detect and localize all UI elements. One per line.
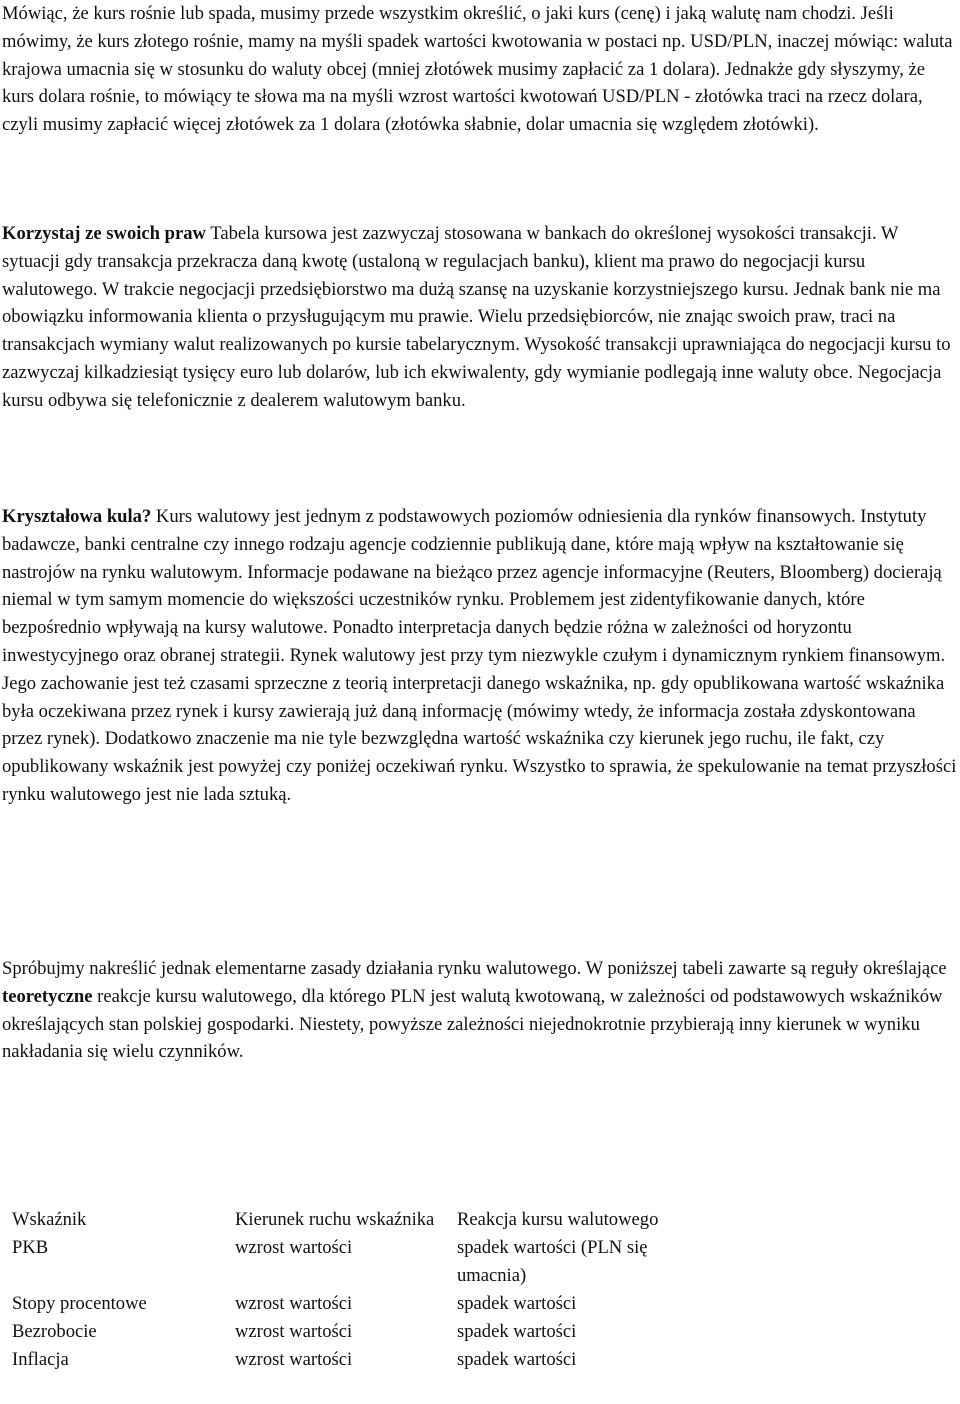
paragraph-heading-crystal-ball: Kryształowa kula? xyxy=(2,506,152,527)
table-cell: Bezrobocie xyxy=(12,1321,97,1342)
table-cell: wzrost wartości xyxy=(235,1293,353,1314)
emphasis-theoretical: teoretyczne xyxy=(2,985,93,1007)
table-row xyxy=(6,1290,673,1318)
table-row xyxy=(6,1346,673,1374)
table-cell: Stopy procentowe xyxy=(12,1293,147,1314)
table-row xyxy=(6,1318,673,1346)
paragraph-heading-rights: Korzystaj ze swoich praw xyxy=(2,223,206,244)
table-cell: PKB xyxy=(12,1237,49,1258)
table-header-row xyxy=(6,1206,673,1234)
paragraph-text: reakcje kursu walutowego, dla którego PLN jest walutą kwotowaną, w zależności od podstawowych wskaźników określających stan polskiej gospodarki. Niestety, powyższe zależności niejednokrotnie przybierają inny kierunek w wyniku nakładania się wielu czynników. xyxy=(2,985,943,1063)
table-cell: spadek wartości xyxy=(457,1293,577,1314)
paragraph-text: Spróbujmy nakreślić jednak elementarne zasady działania rynku walutowego. W poniższej tabeli zawarte są reguły określające xyxy=(2,958,947,979)
paragraph-know-your-rights xyxy=(2,220,960,415)
paragraph-text: Tabela kursowa jest zazwyczaj stosowana w bankach do określonej wysokości transakcji. W sytuacji gdy transakcja przekracza daną kwotę (ustaloną w regulacjach banku), klient ma prawo do negocjacji kursu walutowego. W trakcie negocjacji przedsiębiorstwo ma dużą szansę na uzyskanie korzystniejszego kursu. Jednak bank nie ma obowiązku informowania klienta o przysługującym mu prawie. Wielu przedsiębiorców, nie znając swoich praw, traci na transakcjach wymiany walut realizowanych po kursie tabelarycznym. Wysokość transakcji uprawniająca do negocjacji kursu to zazwyczaj kilkadziesiąt tysięcy euro lub dolarów, lub ich ekwiwalenty, gdy wymianie podlegają inne waluty obce. Negocjacja kursu odbywa się telefonicznie z dealerem walutowym banku. xyxy=(2,223,951,411)
paragraph-crystal-ball xyxy=(2,503,960,809)
paragraph-text: Mówiąc, że kurs rośnie lub spada, musimy przede wszystkim określić, o jaki kurs (cenę) i jaką walutę nam chodzi. Jeśli mówimy, że kurs złotego rośnie, mamy na myśli spadek wartości kwotowania w postaci np. USD/PLN, inaczej mówiąc: waluta krajowa umacnia się w stosunku do waluty obcej (mniej złotówek musimy zapłacić za 1 dolara). Jednakże gdy słyszymy, że kurs dolara rośnie, to mówiący te słowa ma na myśli wzrost wartości kwotowań USD/PLN - złotówka traci na rzecz dolara, czyli musimy zapłacić więcej złotówek za 1 dolara (złotówka słabnie, dolar umacnia się względem złotówki). xyxy=(2,3,953,136)
paragraph-text: Kurs walutowy jest jednym z podstawowych poziomów odniesienia dla rynków finansowych. Instytuty badawcze, banki centralne czy innego rodzaju agencje codziennie publikują dane, które mają wpływ na kształtowanie się nastrojów na rynku walutowym. Informacje podawane na bieżąco przez agencje informacyjne (Reuters, Bloomberg) docierają niemal w tym samym momencie do większości uczestników rynku. Problemem jest zidentyfikowanie danych, które bezpośrednio wpływają na kursy walutowe. Ponadto interpretacja danych będzie różna w zależności od horyzontu inwestycyjnego oraz obranej strategii. Rynek walutowy jest przy tym niezwykle czułym i dynamicznym rynkiem finansowym. Jego zachowanie jest też czasami sprzeczne z teorią interpretacji danego wskaźnika, np. gdy opublikowana wartość wskaźnika była oczekiwana przez rynek i kursy zawierają już daną informację (mówimy wtedy, że informacja została zdyskontowana przez rynek). Dodatkowo znaczenie ma nie tyle bezwzględna wartość wskaźnika czy kierunek jego ruchu, ile fakt, czy opublikowany wskaźnik jest powyżej czy poniżej oczekiwań rynku. Wszystko to sprawia, że spekulowanie na temat przyszłości rynku walutowego jest nie lada sztuką. xyxy=(2,506,957,805)
table-row xyxy=(6,1234,673,1290)
table-cell: spadek wartości xyxy=(457,1349,577,1370)
paragraph-market-rules xyxy=(2,955,960,1066)
table-cell: spadek wartości xyxy=(457,1321,577,1342)
indicators-table xyxy=(6,1206,673,1374)
table-cell: wzrost wartości xyxy=(235,1237,353,1258)
table-cell: Inflacja xyxy=(12,1349,69,1370)
table-header-cell: Kierunek ruchu wskaźnika xyxy=(235,1209,435,1230)
table-cell: wzrost wartości xyxy=(235,1349,353,1370)
table-header-cell: Wskaźnik xyxy=(12,1209,87,1230)
table-header-cell: Reakcja kursu walutowego xyxy=(457,1209,659,1230)
table-cell: spadek wartości (PLN się umacnia) xyxy=(457,1237,648,1286)
paragraph-exchange-rate-intro xyxy=(2,0,960,139)
table-cell: wzrost wartości xyxy=(235,1321,353,1342)
